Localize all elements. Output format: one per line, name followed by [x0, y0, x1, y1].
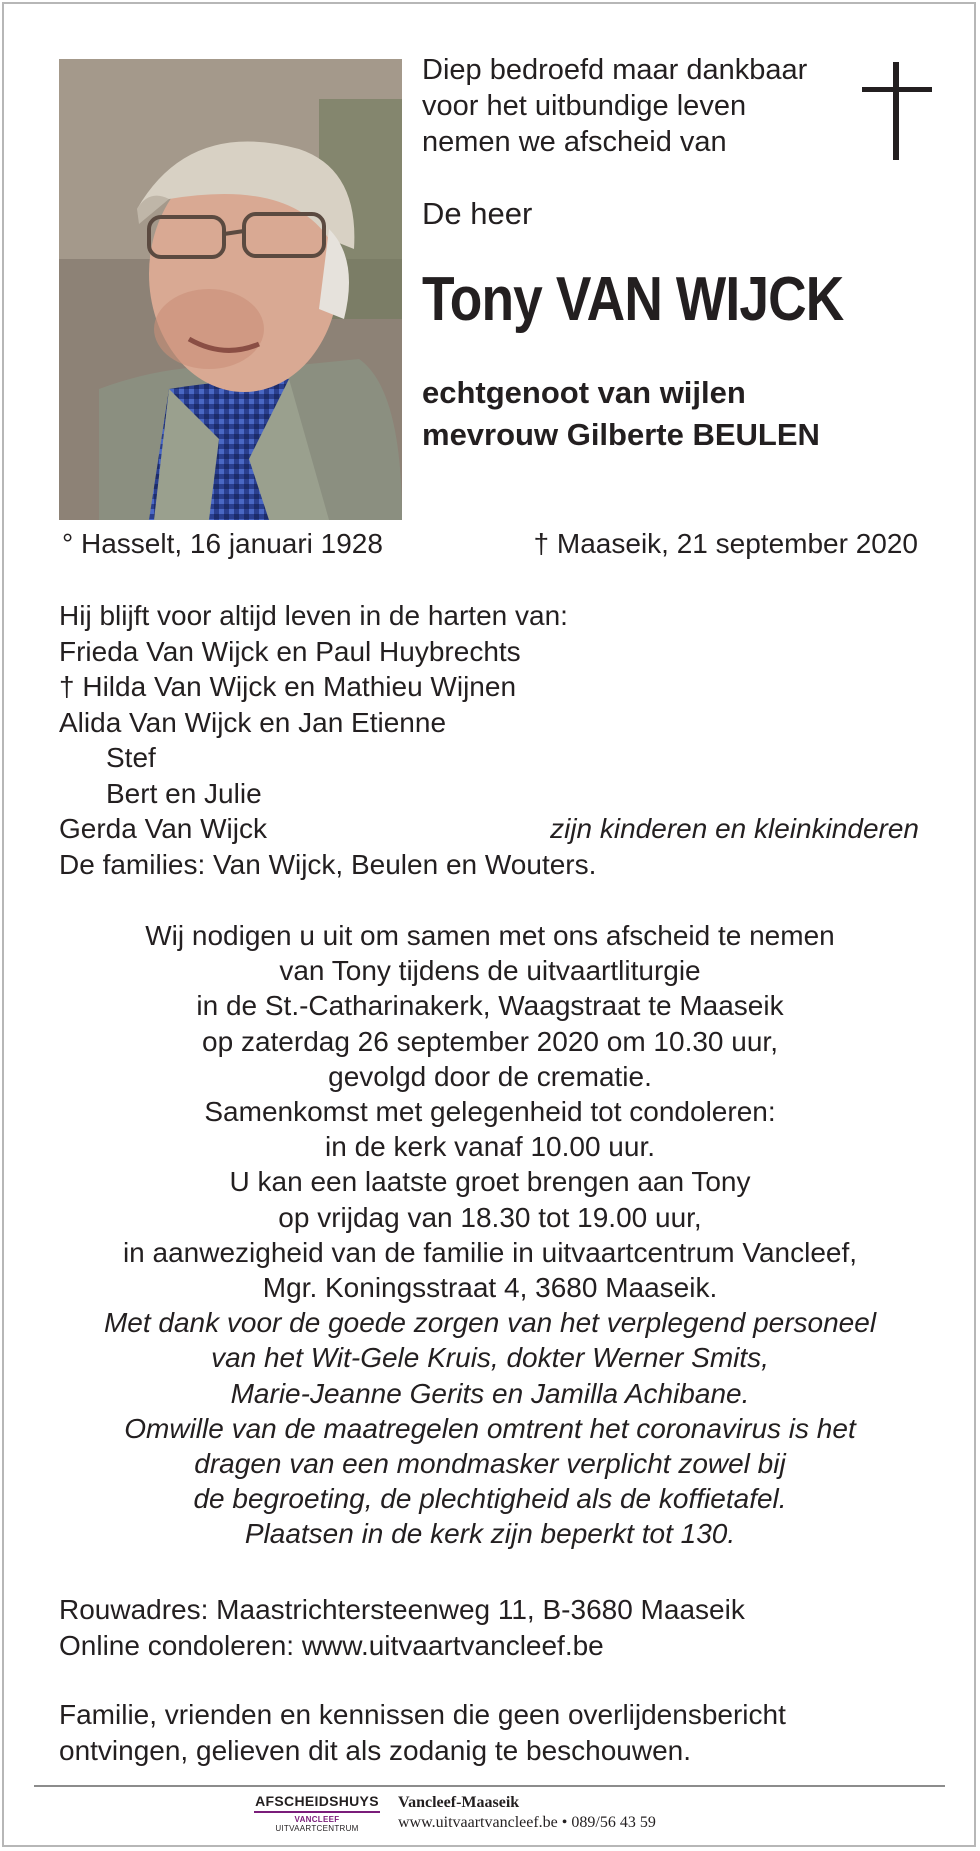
notice-line: op vrijdag van 18.30 tot 19.00 uur, [278, 1201, 702, 1233]
footnote-line: ontvingen, gelieven dit als zodanig te beschouwen. [59, 1735, 691, 1766]
honorific: De heer [422, 196, 533, 231]
notice-italic-line: van het Wit-Gele Kruis, dokter Werner Smits, [211, 1342, 769, 1374]
notice-line: U kan een laatste groet brengen aan Tony [229, 1166, 751, 1198]
family-list [59, 598, 919, 882]
portrait-illustration [59, 59, 402, 520]
family-line: † Hilda Van Wijck en Mathieu Wijnen [59, 671, 517, 702]
family-line: Frieda Van Wijck en Paul Huybrechts [59, 635, 521, 667]
family-line-last-child [59, 811, 919, 847]
notice-italic-line: Met dank voor de goede zorgen van het verplegend personeel [103, 1307, 877, 1339]
notice-line: in de kerk vanaf 10.00 uur. [325, 1131, 655, 1163]
logo-subtitle-left: VANCLEEF [294, 1815, 340, 1824]
company-details[interactable]: www.uitvaartvancleef.be • 089/56 43 59 [398, 1814, 656, 1831]
notice-line: op zaterdag 26 september 2020 om 10.30 uur, [202, 1025, 778, 1057]
grandchild-line: Stef [106, 742, 156, 773]
last-child-name: Gerda Van Wijck [59, 813, 267, 844]
notice-italic-line: Omwille van de maatregelen omtrent het coronavirus is het [124, 1412, 856, 1444]
online-condolence[interactable]: Online condoleren: www.uitvaartvancleef.be [59, 1629, 604, 1661]
children-note: zijn kinderen en kleinkinderen [550, 813, 919, 844]
notice-italic-line: Plaatsen in de kerk zijn beperkt tot 130. [244, 1518, 736, 1550]
notice-line: Samenkomst met gelegenheid tot condoleren: [204, 1096, 776, 1128]
footer-divider [34, 1785, 945, 1787]
spouse-text [422, 372, 820, 456]
family-line: Alida Van Wijck en Jan Etienne [59, 706, 447, 738]
funeral-home-logo [254, 1793, 380, 1833]
spouse-line: mevrouw Gilberte BEULEN [422, 417, 820, 452]
logo-subtitle-right: UITVAARTCENTRUM [275, 1824, 359, 1833]
logo-subtitle [254, 1815, 380, 1833]
mourning-address: Rouwadres: Maastrichtersteenweg 11, B-3680 Maaseik [59, 1594, 745, 1625]
notice-line: Mgr. Koningsstraat 4, 3680 Maaseik. [262, 1272, 718, 1304]
birth-info: ° Hasselt, 16 januari 1928 [62, 528, 383, 559]
intro-text [422, 52, 852, 160]
family-line: Hij blijft voor altijd leven in de harten van: [59, 600, 568, 631]
company-name: Vancleef-Maaseik [398, 1794, 520, 1811]
notice-line: in aanwezigheid van de familie in uitvaartcentrum Vancleef, [122, 1236, 858, 1268]
logo-bar [254, 1811, 380, 1813]
deceased-name: Tony VAN WIJCK [422, 265, 844, 334]
notice-italic-line: dragen van een mondmasker verplicht zowel bij [194, 1448, 786, 1480]
intro-line: Diep bedroefd maar dankbaar [422, 54, 808, 86]
death-info: † Maaseik, 21 september 2020 [533, 528, 918, 559]
notice-line: Wij nodigen u uit om samen met ons afscheid te nemen [145, 920, 835, 951]
portrait-photo [59, 59, 402, 520]
notice-line: van Tony tijdens de uitvaartliturgie [279, 955, 701, 987]
footnote [59, 1697, 786, 1769]
intro-line: voor het uitbundige leven [422, 90, 747, 122]
footnote-line: Familie, vrienden en kennissen die geen overlijdensbericht [59, 1699, 786, 1730]
notice-line: gevolgd door de crematie. [328, 1060, 652, 1092]
spouse-line: echtgenoot van wijlen [422, 375, 746, 410]
footer-text [398, 1793, 656, 1833]
contact-info [59, 1592, 745, 1663]
intro-line: nemen we afscheid van [422, 126, 727, 158]
logo-title: AFSCHEIDSHUYS [255, 1793, 379, 1809]
notice-line: in de St.-Catharinakerk, Waagstraat te Maaseik [196, 990, 784, 1022]
notice-italic-line: Marie-Jeanne Gerits en Jamilla Achibane. [230, 1377, 750, 1409]
families-line: De families: Van Wijck, Beulen en Wouters. [59, 848, 597, 880]
funeral-notice [40, 918, 940, 1552]
grandchild-line: Bert en Julie [106, 777, 262, 809]
notice-italic-line: de begroeting, de plechtigheid als de koffietafel. [193, 1483, 787, 1515]
cross-icon [862, 62, 932, 160]
